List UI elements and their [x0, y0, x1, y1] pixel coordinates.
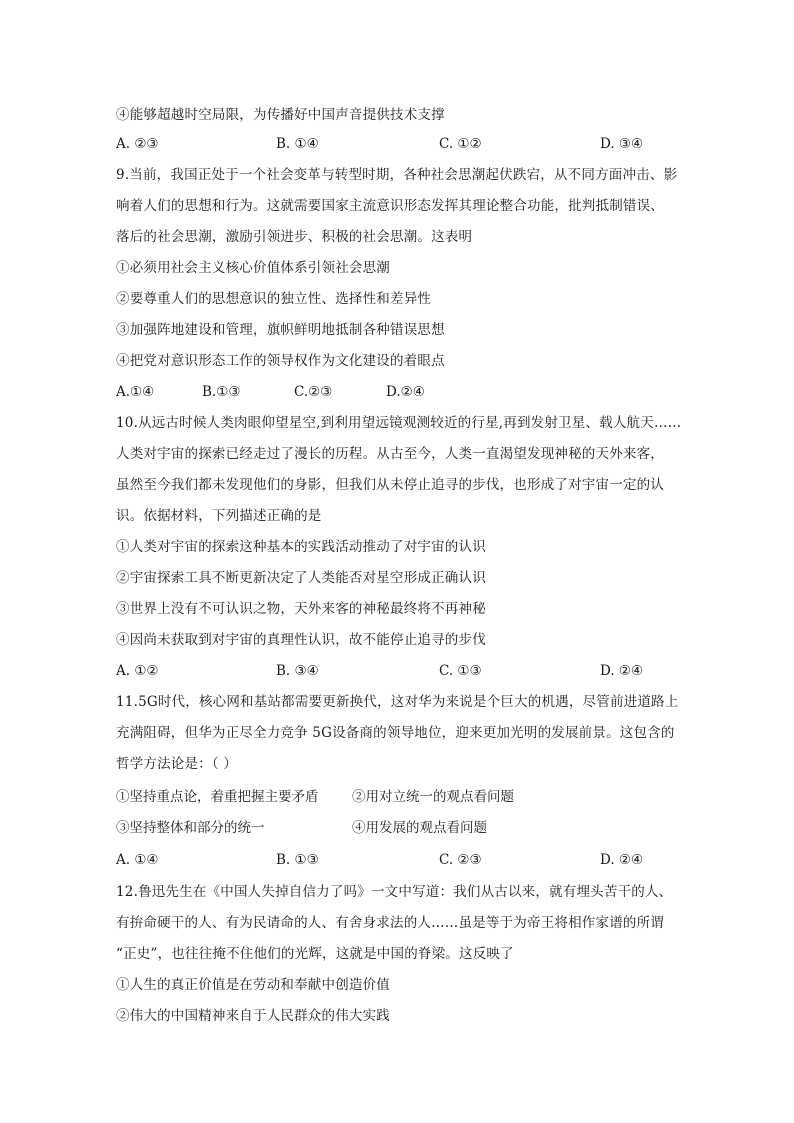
q10-stem-line: 10.从远古时候人类肉眼仰望星空,到利用望远镜观测较近的行星,再到发射卫星、载人航天…… [116, 415, 682, 431]
q9-option-3: ③加强阵地建设和管理，旗帜鲜明地抵制各种错误思想 [116, 322, 445, 338]
q11-option-1: ①坚持重点论，着重把握主要矛盾 [116, 789, 319, 805]
q10-answer-b: B. ③④ [276, 663, 319, 679]
q9-option-2: ②要尊重人们的思想意识的独立性、选择性和差异性 [116, 291, 432, 307]
q11-answer-row [116, 851, 676, 869]
q8-answer-a: A. ②③ [116, 136, 159, 152]
q11-answer-b: B. ①③ [276, 852, 319, 868]
q9-answer-row [116, 383, 676, 401]
q9-stem-line: 响着人们的思想和行为。这就需要国家主流意识形态发挥其理论整合功能，批判抵制错误、 [116, 198, 664, 214]
q11-stem-line: 充满阻碍，但华为正尽全力竞争 5G设备商的领导地位，迎来更加光明的发展前景。这包含的 [116, 725, 675, 741]
q11-option-row-2 [116, 819, 676, 837]
q10-option-1: ①人类对宇宙的探索这种基本的实践活动推动了对宇宙的认识 [116, 539, 486, 555]
q10-stem-line: 虽然至今我们都未发现他们的身影，但我们从未停止追寻的步伐，也形成了对宇宙一定的认 [116, 477, 664, 493]
q12-stem-line: 有拚命硬干的人、有为民请命的人、有舍身求法的人……虽是等于为帝王将相作家谱的所谓 [116, 915, 664, 931]
q8-option-4: ④能够超越时空局限，为传播好中国声音提供技术支撑 [116, 107, 445, 123]
q12-stem-line: 12.鲁迅先生在《中国人失掉自信力了吗》一文中写道：我们从古以来，就有埋头苦干的人、 [116, 884, 673, 900]
q10-answer-a: A. ①② [116, 663, 159, 679]
q10-answer-d: D. ②④ [600, 663, 644, 679]
q8-answer-row [116, 135, 676, 153]
q10-stem-line: 人类对宇宙的探索已经走过了漫长的历程。从古至今，人类一直渴望发现神秘的天外来客， [116, 446, 664, 462]
q12-option-2: ②伟大的中国精神来自于人民群众的伟大实践 [116, 1008, 390, 1024]
q10-option-2: ②宇宙探索工具不断更新决定了人类能否对星空形成正确认识 [116, 570, 486, 586]
q8-answer-c: C. ①② [439, 136, 482, 152]
q9-stem-line: 9.当前，我国正处于一个社会变革与转型时期，各种社会思潮起伏跌宕，从不同方面冲击、影 [116, 167, 678, 183]
q10-option-4: ④因尚未获取到对宇宙的真理性认识，故不能停止追寻的步伐 [116, 632, 486, 648]
q11-answer-a: A. ①④ [116, 852, 159, 868]
q11-answer-c: C. ②③ [439, 852, 482, 868]
q11-option-4: ④用发展的观点看问题 [352, 820, 487, 836]
q9-option-4: ④把党对意识形态工作的领导权作为文化建设的着眼点 [116, 353, 445, 369]
q11-stem-line: 11.5G时代，核心网和基站都需要更新换代，这对华为来说是个巨大的机遇，尽管前进道路上 [116, 694, 679, 710]
q11-answer-d: D. ②④ [600, 852, 644, 868]
q8-answer-b: B. ①④ [276, 136, 319, 152]
q10-answer-c: C. ①③ [439, 663, 482, 679]
q12-stem-line: “正史”，也往往掩不住他们的光辉，这就是中国的脊梁。这反映了 [116, 946, 514, 962]
q11-option-row-1 [116, 788, 676, 806]
q10-stem-line: 识。依据材料，下列描述正确的是 [116, 508, 322, 524]
q9-answer-d: D.②④ [386, 384, 425, 400]
q11-option-3: ③坚持整体和部分的统一 [116, 820, 265, 836]
q9-stem-line: 落后的社会思潮，激励引领进步、积极的社会思潮。这表明 [116, 229, 473, 245]
q9-answer-b: B.①③ [202, 384, 241, 400]
q11-option-2: ②用对立统一的观点看问题 [352, 789, 514, 805]
q11-stem-line: 哲学方法论是：（ ） [116, 756, 238, 772]
q12-option-1: ①人生的真正价值是在劳动和奉献中创造价值 [116, 977, 390, 993]
q9-answer-a: A.①④ [116, 384, 155, 400]
q8-answer-d: D. ③④ [600, 136, 644, 152]
q9-answer-c: C.②③ [294, 384, 333, 400]
q9-option-1: ①必须用社会主义核心价值体系引领社会思潮 [116, 260, 390, 276]
q10-option-3: ③世界上没有不可认识之物，天外来客的神秘最终将不再神秘 [116, 601, 486, 617]
q10-answer-row [116, 662, 676, 680]
